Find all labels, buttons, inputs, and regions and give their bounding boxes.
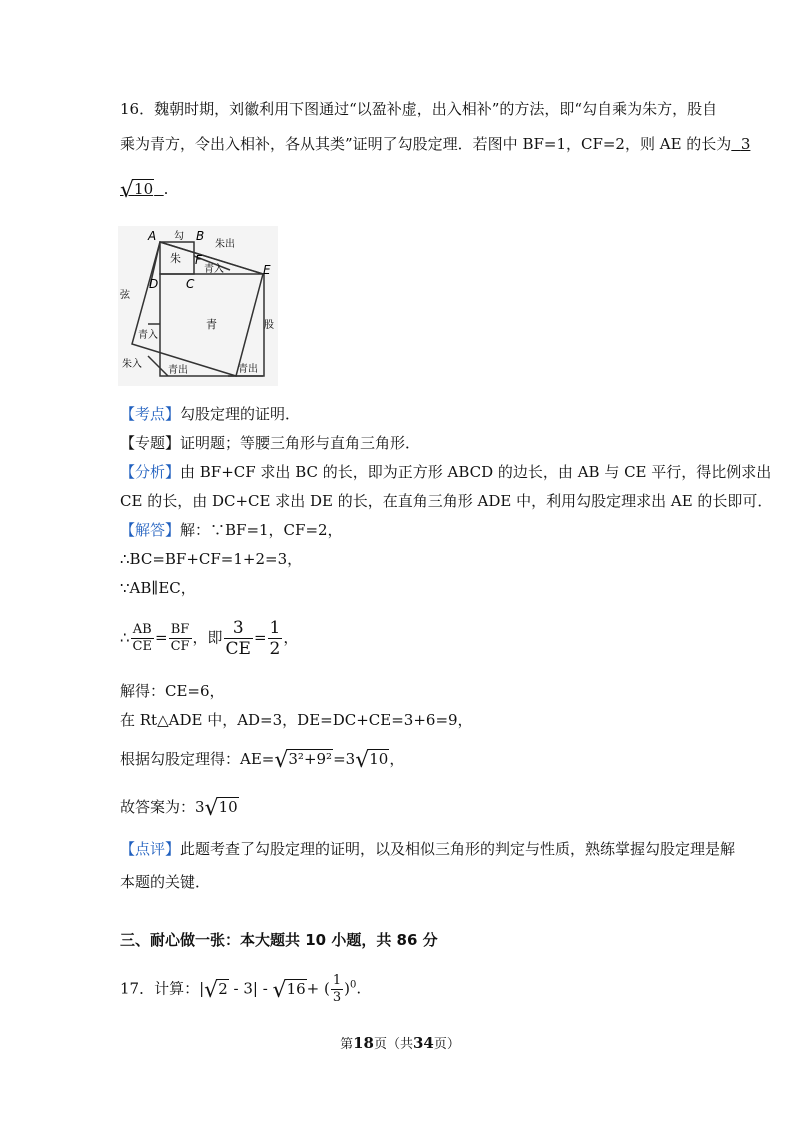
q17-rad1: √2 <box>204 977 228 1003</box>
label-D: D <box>149 277 159 291</box>
label-C: C <box>186 277 195 291</box>
label-qingru-left: 青入 <box>138 330 158 341</box>
dianping-tag: 【点评】 <box>120 840 181 858</box>
proportion-line: ∴ $\frac{AB}{CE}$ = $\frac{BF}{CF}$ ，即 $\frac{3}{CE}$ = $\frac{1}{2}$ ， <box>120 618 299 659</box>
q16-line1: 16．魏朝时期，刘徽利用下图通过“以盈补虚，出入相补”的方法，即“勾自乘为朱方，股自 <box>120 100 718 118</box>
label-qingru-top: 青入 <box>204 264 224 275</box>
prop-prefix: ∴ <box>120 628 130 647</box>
label-qing: 青 <box>206 318 217 331</box>
dianping-line2: 本题的关键． <box>120 873 211 891</box>
q17-mid1: - 3| - <box>228 979 273 998</box>
genju-line <box>120 748 404 773</box>
q16-answer-radical-line <box>120 178 168 203</box>
dianping-text1: 此题考查了勾股定理的证明，以及相似三角形的判定与性质，熟练掌握勾股定理是解 <box>180 840 736 858</box>
label-E: E <box>263 263 271 277</box>
page-footer: 第18页（共34页） <box>340 1034 460 1052</box>
label-zhuru: 朱入 <box>122 359 142 370</box>
frac-ab-ce: $\frac{AB}{CE}$ <box>132 622 152 654</box>
genju-radical: √3²+9² <box>274 748 333 773</box>
jieda-line3: ∵AB∥EC， <box>120 579 196 597</box>
q16-line2-text: 乘为青方，令出入相补，各从其类”证明了勾股定理．若图中 BF=1，CF=2，则 AE 的长为 <box>120 135 732 153</box>
genju-prefix: 根据勾股定理得：AE= <box>120 750 275 768</box>
jieda-tag: 【解答】 <box>120 521 181 539</box>
prop-mid: ，即 <box>192 628 223 647</box>
q17-line <box>120 973 361 1006</box>
q16-answer-coef: 3 <box>740 135 751 153</box>
page-number: 18 <box>353 1034 374 1052</box>
q17-frac: $\frac{1}{3}$ <box>332 973 342 1005</box>
label-gu: 股 <box>264 320 274 331</box>
label-xian: 弦 <box>120 290 130 301</box>
q17-end: . <box>356 979 362 998</box>
label-qingchu-right: 青出 <box>238 364 258 375</box>
genju-radical2: √10 <box>355 748 389 773</box>
answer-radical: √10 <box>204 796 238 821</box>
q16-answer-radical: √10 <box>120 178 154 203</box>
zhuanti-line: 【专题】证明题；等腰三角形与直角三角形． <box>120 434 421 452</box>
q16-answer-tail: . <box>163 180 169 198</box>
label-zhu: 朱 <box>170 252 181 265</box>
q17-plus: + ( <box>306 979 330 998</box>
q17-rad2: √16 <box>272 977 306 1003</box>
kaodian-tag: 【考点】 <box>120 405 181 423</box>
label-zhuchu: 朱出 <box>215 239 235 250</box>
q17-prefix: 17．计算：| <box>120 979 205 998</box>
answer-line <box>120 796 239 821</box>
rt-line: 在 Rt△ADE 中，AD=3，DE=DC+CE=3+6=9， <box>120 711 473 729</box>
prop-end: ， <box>283 628 299 647</box>
kaodian-line <box>120 403 300 424</box>
q16-line2 <box>120 133 750 154</box>
liuhui-figure <box>118 226 278 386</box>
frac-3-ce: $\frac{3}{CE}$ <box>225 618 251 659</box>
fenxi-line2: CE 的长，由 DC+CE 求出 DE 的长，在直角三角形 ADE 中，利用勾股定理求出 AE 的长即可． <box>120 492 773 510</box>
label-gou: 勾 <box>174 231 184 242</box>
label-A: A <box>148 229 157 243</box>
jieda-line1 <box>120 519 343 540</box>
q17-close: ) <box>344 979 351 998</box>
q17-exp: 0 <box>350 979 357 991</box>
answer-prefix: 故答案为：3 <box>120 798 205 816</box>
genju-eq: =3 <box>333 750 356 768</box>
label-F: F <box>195 253 202 267</box>
jiede-line: 解得：CE=6， <box>120 682 225 700</box>
jieda-line2: ∴BC=BF+CF=1+2=3， <box>120 550 303 568</box>
genju-end: ， <box>389 750 405 768</box>
frac-bf-cf: $\frac{BF}{CF}$ <box>170 622 190 654</box>
fenxi-text1: 由 BF+CF 求出 BC 的长，即为正方形 ABCD 的边长，由 AB 与 CE 平行，得比例求出 <box>180 463 772 481</box>
label-B: B <box>196 229 205 243</box>
fenxi-line1 <box>120 461 771 482</box>
total-pages: 34 <box>413 1034 434 1052</box>
kaodian-text: 勾股定理的证明． <box>180 405 301 423</box>
frac-1-2: $\frac{1}{2}$ <box>269 618 281 659</box>
fenxi-tag: 【分析】 <box>120 463 181 481</box>
label-qingchu-bottom: 青出 <box>168 365 188 376</box>
jieda-text1: 解：∵BF=1，CF=2， <box>180 521 343 539</box>
section3-heading: 三、耐心做一张：本大题共 10 小题，共 86 分 <box>120 931 438 949</box>
dianping-line1 <box>120 838 735 859</box>
